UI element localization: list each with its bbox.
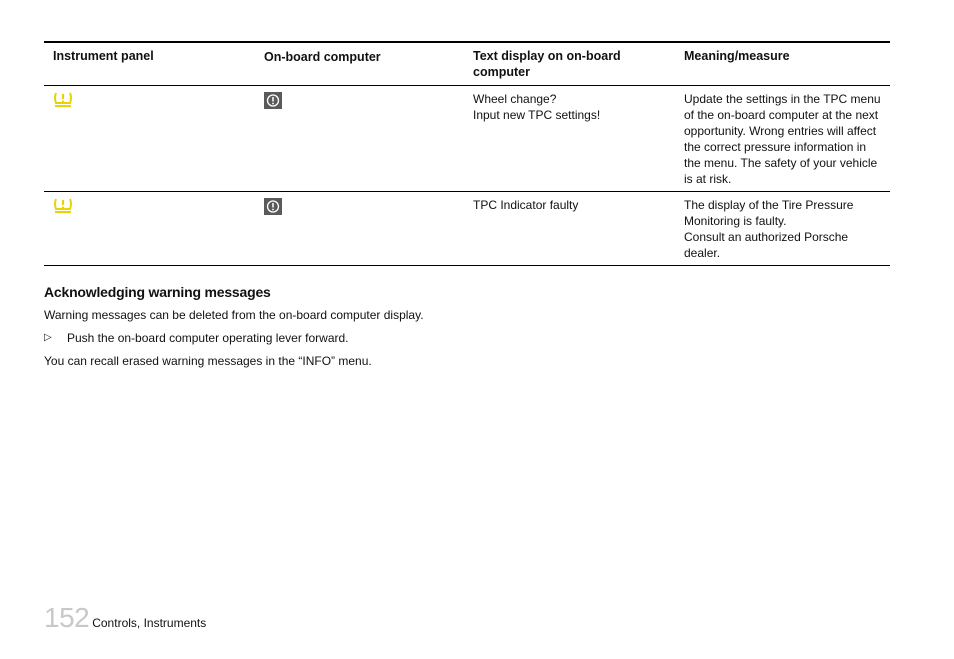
table-header-row <box>44 43 890 86</box>
table-row <box>44 86 890 192</box>
step-text: Push the on-board computer operating lever forward. <box>67 331 349 345</box>
header-instrument-panel: Instrument panel <box>53 49 154 63</box>
section-outro: You can recall erased warning messages in the “INFO” menu. <box>44 354 372 368</box>
exclamation-tire-gray-icon <box>264 198 282 215</box>
warning-table <box>44 41 890 266</box>
tire-pressure-warning-yellow-icon <box>53 197 73 215</box>
meaning-cell: Update the settings in the TPC menu of the on-board computer at the next opportunity. Wrong entries will affect the correct pressure information in the menu. The safety of your vehicle is at risk. <box>684 92 881 186</box>
text-display-cell: TPC Indicator faulty <box>473 198 579 212</box>
section-intro: Warning messages can be deleted from the on-board computer display. <box>44 308 424 322</box>
table-row <box>44 192 890 266</box>
step-arrow-icon: ▷ <box>44 332 52 343</box>
page-footer <box>44 602 206 634</box>
text-display-cell: Wheel change? Input new TPC settings! <box>473 92 601 122</box>
instruction-step <box>44 330 884 346</box>
header-meaning-measure: Meaning/measure <box>684 49 790 63</box>
meaning-cell: The display of the Tire Pressure Monitoring is faulty. Consult an authorized Porsche dealer. <box>684 198 854 260</box>
tire-pressure-warning-yellow-icon <box>53 91 73 109</box>
header-text-display: Text display on on-board computer <box>473 49 621 79</box>
header-onboard-computer: On-board computer <box>264 50 381 64</box>
exclamation-tire-gray-icon <box>264 92 282 109</box>
acknowledging-section <box>44 283 884 369</box>
page-number: 152 <box>44 602 90 633</box>
section-title: Acknowledging warning messages <box>44 284 271 300</box>
footer-section-label: Controls, Instruments <box>92 616 207 630</box>
